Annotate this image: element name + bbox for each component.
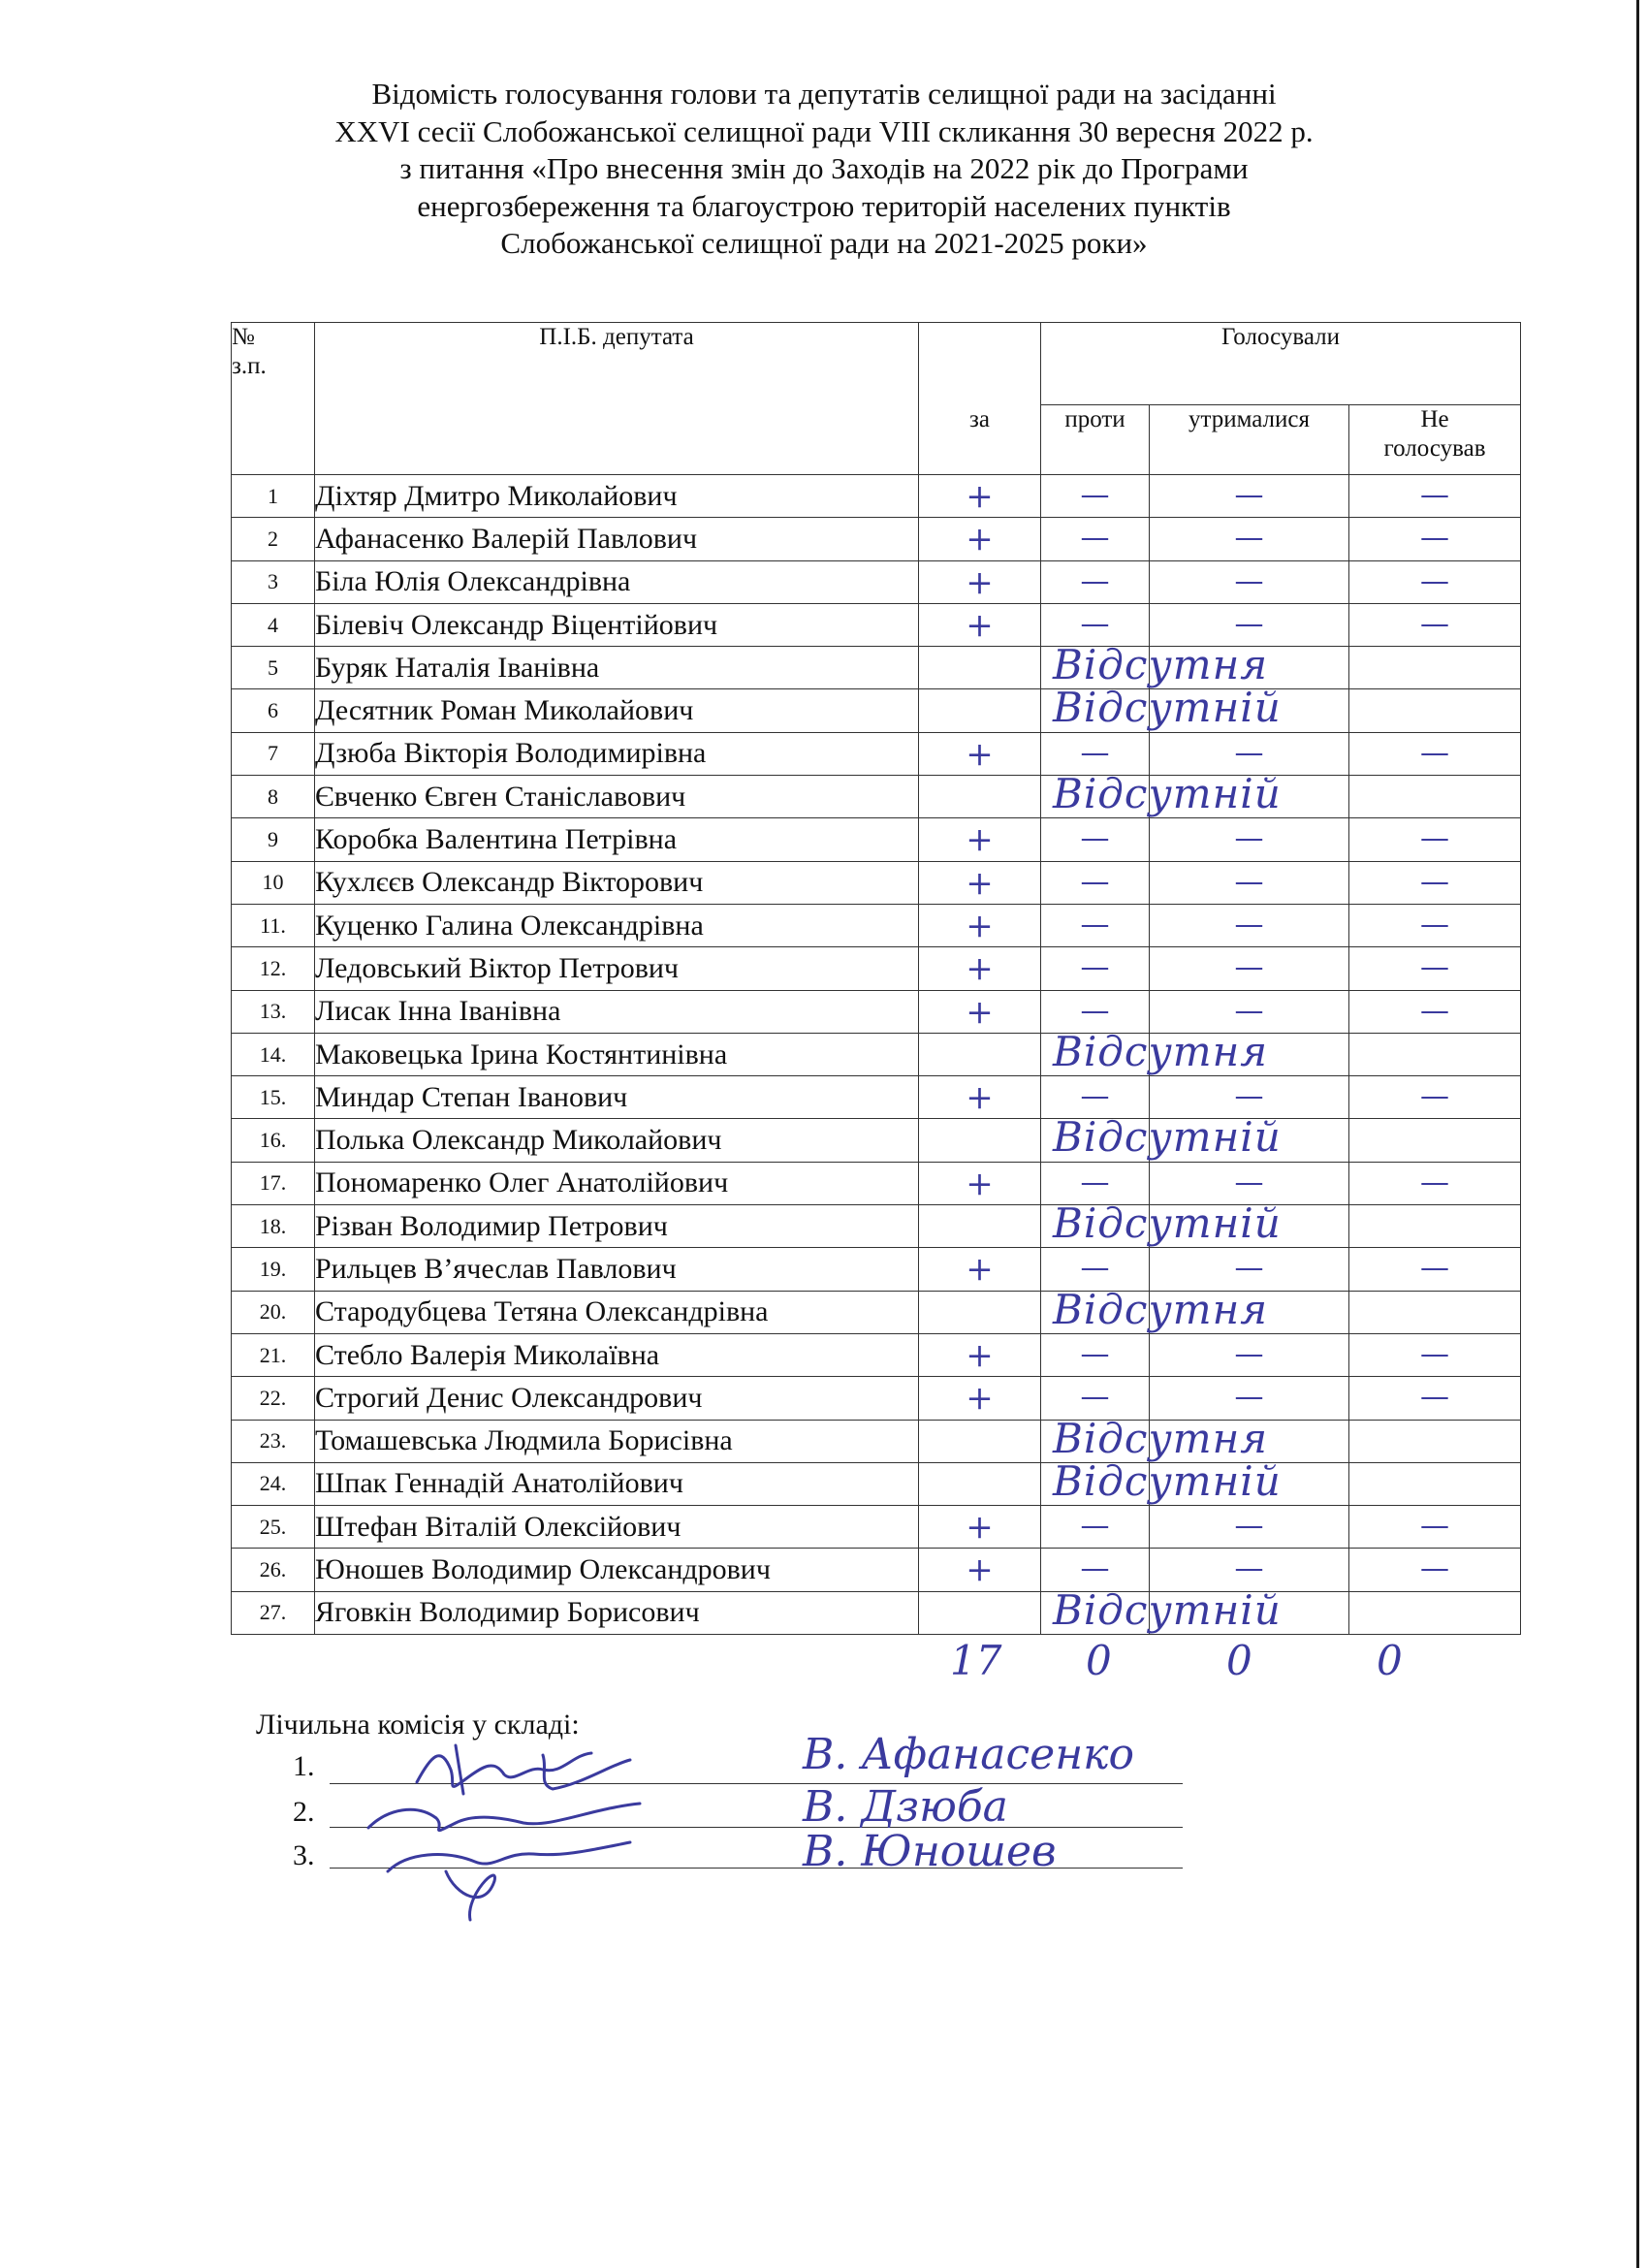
plus-mark: + bbox=[966, 605, 994, 645]
vote-za-cell bbox=[919, 776, 1041, 818]
deputy-name: Маковецька Ірина Костянтинівна bbox=[315, 1033, 919, 1075]
plus-mark: + bbox=[966, 820, 994, 860]
dash-mark: — bbox=[1420, 735, 1450, 770]
header-number-label: № bbox=[232, 324, 255, 350]
dash-mark: — bbox=[1234, 1551, 1264, 1586]
vote-za-cell bbox=[919, 861, 1041, 904]
table-row bbox=[232, 861, 1521, 904]
deputy-name: Рильцев В’ячеслав Павлович bbox=[315, 1248, 919, 1291]
plus-mark: + bbox=[966, 1379, 994, 1419]
vote-proty-cell bbox=[1041, 1377, 1150, 1420]
deputy-name: Буряк Наталія Іванівна bbox=[315, 647, 919, 689]
vote-proty-cell bbox=[1041, 641, 1269, 689]
dash-mark: — bbox=[1080, 606, 1110, 641]
header-blank bbox=[919, 323, 1041, 405]
absent-mark: Відсутній bbox=[1053, 1113, 1282, 1162]
commission-member-3-name: В. Юношев bbox=[803, 1827, 1057, 1876]
plus-mark: + bbox=[966, 1078, 994, 1118]
deputy-name: Лисак Інна Іванівна bbox=[315, 990, 919, 1033]
commission-member-3 bbox=[293, 1839, 315, 1872]
row-number: 13. bbox=[232, 990, 315, 1033]
commission-member-2 bbox=[293, 1796, 315, 1829]
table-row bbox=[232, 947, 1521, 990]
header-za: за bbox=[919, 405, 1041, 475]
vote-proty-cell bbox=[1041, 603, 1150, 646]
vote-utrymalysia-cell bbox=[1150, 603, 1349, 646]
vote-proty-cell bbox=[1041, 1199, 1282, 1248]
table-row bbox=[232, 560, 1521, 603]
table-row bbox=[232, 603, 1521, 646]
dash-mark: — bbox=[1420, 1336, 1450, 1371]
deputy-name: Миндар Степан Іванович bbox=[315, 1076, 919, 1119]
vote-proty-cell bbox=[1041, 947, 1150, 990]
vote-ne-cell bbox=[1349, 1549, 1521, 1591]
vote-ne-cell bbox=[1349, 1591, 1521, 1634]
vote-ne-cell bbox=[1349, 947, 1521, 990]
vote-proty-cell bbox=[1041, 1506, 1150, 1549]
vote-utrymalysia-cell bbox=[1150, 1506, 1349, 1549]
dash-mark: — bbox=[1234, 907, 1264, 942]
vote-proty-cell bbox=[1041, 560, 1150, 603]
signature-1-stroke bbox=[417, 1753, 591, 1786]
vote-za-cell bbox=[919, 904, 1041, 946]
dash-mark: — bbox=[1080, 1251, 1110, 1286]
vote-za-cell bbox=[919, 603, 1041, 646]
vote-proty-cell bbox=[1041, 818, 1150, 861]
deputy-name: Коробка Валентина Петрівна bbox=[315, 818, 919, 861]
table-row bbox=[232, 475, 1521, 518]
plus-mark: + bbox=[966, 1508, 994, 1548]
vote-za-cell bbox=[919, 1377, 1041, 1420]
title-line-1: Відомість голосування голови та депутатів селищної ради на засіданні bbox=[371, 77, 1277, 111]
table-row bbox=[232, 1420, 1521, 1462]
row-number: 10 bbox=[232, 861, 315, 904]
dash-mark: — bbox=[1080, 563, 1110, 598]
vote-proty-cell bbox=[1041, 1456, 1282, 1505]
vote-za-cell bbox=[919, 1162, 1041, 1204]
table-row bbox=[232, 990, 1521, 1033]
vote-utrymalysia-cell bbox=[1150, 1333, 1349, 1376]
dash-mark: — bbox=[1080, 478, 1110, 512]
row-number: 14. bbox=[232, 1033, 315, 1075]
vote-za-cell bbox=[919, 947, 1041, 990]
vote-za-cell bbox=[919, 560, 1041, 603]
header-ne-label-2: голосував bbox=[1383, 435, 1486, 462]
deputy-name: Пономаренко Олег Анатолійович bbox=[315, 1162, 919, 1204]
vote-proty-cell bbox=[1041, 1113, 1282, 1162]
dash-mark: — bbox=[1234, 821, 1264, 856]
dash-mark: — bbox=[1420, 993, 1450, 1028]
vote-ne-cell bbox=[1349, 1076, 1521, 1119]
vote-proty-cell bbox=[1041, 1076, 1150, 1119]
plus-mark: + bbox=[966, 1335, 994, 1375]
vote-ne-cell bbox=[1349, 1119, 1521, 1162]
table-row bbox=[232, 647, 1521, 689]
vote-utrymalysia-cell bbox=[1150, 732, 1349, 775]
vote-proty-cell bbox=[1041, 518, 1150, 560]
dash-mark: — bbox=[1420, 606, 1450, 641]
row-number: 26. bbox=[232, 1549, 315, 1591]
row-number: 19. bbox=[232, 1248, 315, 1291]
dash-mark: — bbox=[1080, 1551, 1110, 1586]
vote-proty-cell bbox=[1041, 1027, 1269, 1075]
vote-ne-cell bbox=[1349, 1162, 1521, 1204]
table-row bbox=[232, 1462, 1521, 1505]
row-number: 20. bbox=[232, 1291, 315, 1333]
dash-mark: — bbox=[1420, 864, 1450, 899]
row-number: 16. bbox=[232, 1119, 315, 1162]
member-number: 1. bbox=[293, 1750, 315, 1782]
deputy-name: Куценко Галина Олександрівна bbox=[315, 904, 919, 946]
title-line-4: енергозбереження та благоустрою територій населених пунктів bbox=[417, 188, 1231, 223]
dash-mark: — bbox=[1234, 735, 1264, 770]
votes-table bbox=[231, 322, 1521, 1635]
vote-ne-cell bbox=[1349, 1462, 1521, 1505]
table-row bbox=[232, 1291, 1521, 1333]
plus-mark: + bbox=[966, 863, 994, 903]
scan-edge bbox=[1636, 0, 1639, 2268]
deputy-name: Євченко Євген Станіславович bbox=[315, 776, 919, 818]
table-row bbox=[232, 1076, 1521, 1119]
table-row bbox=[232, 904, 1521, 946]
dash-mark: — bbox=[1234, 1079, 1264, 1114]
dash-mark: — bbox=[1080, 821, 1110, 856]
vote-za-cell bbox=[919, 1333, 1041, 1376]
vote-za-cell bbox=[919, 1506, 1041, 1549]
total-proty: 0 bbox=[1086, 1637, 1112, 1684]
vote-proty-cell bbox=[1041, 1414, 1269, 1462]
deputy-name: Яговкін Володимир Борисович bbox=[315, 1591, 919, 1634]
vote-za-cell bbox=[919, 475, 1041, 518]
dash-mark: — bbox=[1234, 1165, 1264, 1199]
vote-za-cell bbox=[919, 518, 1041, 560]
row-number: 24. bbox=[232, 1462, 315, 1505]
plus-mark: + bbox=[966, 1550, 994, 1590]
plus-mark: + bbox=[966, 562, 994, 602]
deputy-name: Дзюба Вікторія Володимирівна bbox=[315, 732, 919, 775]
deputy-name: Томашевська Людмила Борисівна bbox=[315, 1420, 919, 1462]
vote-za-cell bbox=[919, 647, 1041, 689]
row-number: 11. bbox=[232, 904, 315, 946]
header-ne-label: Не bbox=[1420, 406, 1449, 432]
table-row bbox=[232, 1377, 1521, 1420]
vote-ne-cell bbox=[1349, 1205, 1521, 1248]
dash-mark: — bbox=[1420, 1079, 1450, 1114]
dash-mark: — bbox=[1420, 563, 1450, 598]
row-number: 25. bbox=[232, 1506, 315, 1549]
dash-mark: — bbox=[1234, 478, 1264, 512]
row-number: 1 bbox=[232, 475, 315, 518]
table-row bbox=[232, 1333, 1521, 1376]
total-za: 17 bbox=[950, 1637, 1002, 1684]
vote-utrymalysia-cell bbox=[1150, 1377, 1349, 1420]
vote-utrymalysia-cell bbox=[1150, 990, 1349, 1033]
row-number: 2 bbox=[232, 518, 315, 560]
dash-mark: — bbox=[1420, 821, 1450, 856]
dash-mark: — bbox=[1080, 1509, 1110, 1544]
vote-proty-cell bbox=[1041, 1248, 1150, 1291]
row-number: 22. bbox=[232, 1377, 315, 1420]
total-ne: 0 bbox=[1377, 1637, 1403, 1684]
vote-ne-cell bbox=[1349, 904, 1521, 946]
row-number: 23. bbox=[232, 1420, 315, 1462]
plus-mark: + bbox=[966, 477, 994, 516]
absent-mark: Відсутній bbox=[1053, 770, 1282, 818]
vote-proty-cell bbox=[1041, 770, 1282, 818]
table-row bbox=[232, 1033, 1521, 1075]
header-name: П.І.Б. депутата bbox=[315, 323, 919, 475]
table-row bbox=[232, 689, 1521, 732]
vote-za-cell bbox=[919, 1205, 1041, 1248]
vote-ne-cell bbox=[1349, 1033, 1521, 1075]
row-number: 18. bbox=[232, 1205, 315, 1248]
row-number: 5 bbox=[232, 647, 315, 689]
row-number: 8 bbox=[232, 776, 315, 818]
absent-mark: Відсутній bbox=[1053, 1585, 1282, 1634]
vote-utrymalysia-cell bbox=[1150, 1076, 1349, 1119]
dash-mark: — bbox=[1080, 907, 1110, 942]
vote-za-cell bbox=[919, 990, 1041, 1033]
dash-mark: — bbox=[1080, 735, 1110, 770]
absent-mark: Відсутня bbox=[1053, 1414, 1269, 1462]
absent-mark: Відсутній bbox=[1053, 684, 1282, 732]
vote-ne-cell bbox=[1349, 861, 1521, 904]
vote-proty-cell bbox=[1041, 861, 1150, 904]
vote-proty-cell bbox=[1041, 1333, 1150, 1376]
dash-mark: — bbox=[1420, 1251, 1450, 1286]
table-row bbox=[232, 1119, 1521, 1162]
plus-mark: + bbox=[966, 1250, 994, 1290]
deputy-name: Штефан Віталій Олексійович bbox=[315, 1506, 919, 1549]
vote-za-cell bbox=[919, 732, 1041, 775]
dash-mark: — bbox=[1234, 950, 1264, 985]
vote-ne-cell bbox=[1349, 776, 1521, 818]
table-row bbox=[232, 1591, 1521, 1634]
row-number: 9 bbox=[232, 818, 315, 861]
dash-mark: — bbox=[1080, 864, 1110, 899]
plus-mark: + bbox=[966, 520, 994, 559]
dash-mark: — bbox=[1420, 950, 1450, 985]
dash-mark: — bbox=[1080, 1380, 1110, 1415]
dash-mark: — bbox=[1080, 950, 1110, 985]
vote-ne-cell bbox=[1349, 990, 1521, 1033]
dash-mark: — bbox=[1080, 1165, 1110, 1199]
row-number: 12. bbox=[232, 947, 315, 990]
vote-proty-cell bbox=[1041, 1549, 1150, 1591]
header-utrymalysia: утрималися bbox=[1150, 405, 1349, 475]
dash-mark: — bbox=[1080, 1079, 1110, 1114]
dash-mark: — bbox=[1080, 993, 1110, 1028]
table-row bbox=[232, 732, 1521, 775]
vote-proty-cell bbox=[1041, 1285, 1269, 1333]
vote-utrymalysia-cell bbox=[1150, 518, 1349, 560]
signature-3-stroke bbox=[388, 1842, 630, 1920]
plus-mark: + bbox=[966, 734, 994, 774]
plus-mark: + bbox=[966, 949, 994, 989]
vote-za-cell bbox=[919, 1076, 1041, 1119]
vote-utrymalysia-cell bbox=[1150, 475, 1349, 518]
header-voted: Голосували bbox=[1041, 323, 1521, 405]
table-row bbox=[232, 1549, 1521, 1591]
header-number-label-2: з.п. bbox=[232, 353, 267, 379]
plus-mark: + bbox=[966, 906, 994, 945]
total-utrymalysia: 0 bbox=[1226, 1637, 1252, 1684]
document-title bbox=[145, 76, 1503, 263]
commission-label: Лічильна комісія у складі: bbox=[256, 1709, 580, 1741]
table-row bbox=[232, 776, 1521, 818]
vote-utrymalysia-cell bbox=[1150, 1549, 1349, 1591]
row-number: 21. bbox=[232, 1333, 315, 1376]
votes-table-body bbox=[232, 475, 1521, 1635]
vote-za-cell bbox=[919, 1248, 1041, 1291]
plus-mark: + bbox=[966, 1164, 994, 1203]
vote-za-cell bbox=[919, 1591, 1041, 1634]
deputy-name: Біла Юлія Олександрівна bbox=[315, 560, 919, 603]
vote-utrymalysia-cell bbox=[1150, 904, 1349, 946]
dash-mark: — bbox=[1234, 1509, 1264, 1544]
table-row bbox=[232, 1162, 1521, 1204]
vote-za-cell bbox=[919, 1549, 1041, 1591]
vote-za-cell bbox=[919, 818, 1041, 861]
vote-utrymalysia-cell bbox=[1150, 560, 1349, 603]
table-row bbox=[232, 1248, 1521, 1291]
dash-mark: — bbox=[1420, 1509, 1450, 1544]
vote-proty-cell bbox=[1041, 732, 1150, 775]
header-number bbox=[232, 323, 315, 475]
vote-proty-cell bbox=[1041, 1585, 1282, 1634]
vote-ne-cell bbox=[1349, 818, 1521, 861]
dash-mark: — bbox=[1234, 993, 1264, 1028]
vote-proty-cell bbox=[1041, 684, 1282, 732]
deputy-name: Білевіч Олександр Віцентійович bbox=[315, 603, 919, 646]
row-number: 7 bbox=[232, 732, 315, 775]
dash-mark: — bbox=[1234, 1251, 1264, 1286]
vote-proty-cell bbox=[1041, 1162, 1150, 1204]
handwritten-signatures bbox=[349, 1726, 669, 1930]
deputy-name: Афанасенко Валерій Павлович bbox=[315, 518, 919, 560]
dash-mark: — bbox=[1080, 1336, 1110, 1371]
table-row bbox=[232, 1506, 1521, 1549]
vote-ne-cell bbox=[1349, 647, 1521, 689]
dash-mark: — bbox=[1420, 1165, 1450, 1199]
row-number: 6 bbox=[232, 689, 315, 732]
deputy-name: Шпак Геннадій Анатолійович bbox=[315, 1462, 919, 1505]
vote-ne-cell bbox=[1349, 1506, 1521, 1549]
vote-proty-cell bbox=[1041, 904, 1150, 946]
title-line-3: з питання «Про внесення змін до Заходів на 2022 рік до Програми bbox=[399, 151, 1249, 185]
member-number: 3. bbox=[293, 1839, 315, 1871]
dash-mark: — bbox=[1234, 521, 1264, 556]
table-row bbox=[232, 518, 1521, 560]
absent-mark: Відсутня bbox=[1053, 1027, 1269, 1075]
dash-mark: — bbox=[1234, 1336, 1264, 1371]
deputy-name: Стародубцева Тетяна Олександрівна bbox=[315, 1291, 919, 1333]
vote-ne-cell bbox=[1349, 1291, 1521, 1333]
deputy-name: Кухлєєв Олександр Вікторович bbox=[315, 861, 919, 904]
dash-mark: — bbox=[1234, 606, 1264, 641]
vote-ne-cell bbox=[1349, 1333, 1521, 1376]
dash-mark: — bbox=[1420, 521, 1450, 556]
deputy-name: Юношев Володимир Олександрович bbox=[315, 1549, 919, 1591]
commission-member-2-name: В. Дзюба bbox=[803, 1782, 1008, 1832]
dash-mark: — bbox=[1420, 1380, 1450, 1415]
dash-mark: — bbox=[1420, 1551, 1450, 1586]
row-number: 17. bbox=[232, 1162, 315, 1204]
dash-mark: — bbox=[1234, 864, 1264, 899]
vote-ne-cell bbox=[1349, 732, 1521, 775]
absent-mark: Відсутній bbox=[1053, 1199, 1282, 1248]
signature-2-stroke bbox=[368, 1804, 640, 1831]
dash-mark: — bbox=[1420, 478, 1450, 512]
vote-za-cell bbox=[919, 1420, 1041, 1462]
vote-ne-cell bbox=[1349, 689, 1521, 732]
plus-mark: + bbox=[966, 992, 994, 1032]
commission-member-1 bbox=[293, 1750, 315, 1783]
table-row bbox=[232, 1205, 1521, 1248]
vote-utrymalysia-cell bbox=[1150, 947, 1349, 990]
absent-mark: Відсутня bbox=[1053, 641, 1269, 689]
title-line-2: XXVI сесії Слобожанської селищної ради VIII скликання 30 вересня 2022 р. bbox=[334, 113, 1314, 148]
row-number: 4 bbox=[232, 603, 315, 646]
vote-utrymalysia-cell bbox=[1150, 1162, 1349, 1204]
deputy-name: Діхтяр Дмитро Миколайович bbox=[315, 475, 919, 518]
header-ne bbox=[1349, 405, 1521, 475]
vote-ne-cell bbox=[1349, 1377, 1521, 1420]
vote-za-cell bbox=[919, 1291, 1041, 1333]
vote-ne-cell bbox=[1349, 475, 1521, 518]
commission-member-1-name: В. Афанасенко bbox=[803, 1730, 1134, 1779]
vote-za-cell bbox=[919, 689, 1041, 732]
vote-proty-cell bbox=[1041, 990, 1150, 1033]
vote-utrymalysia-cell bbox=[1150, 861, 1349, 904]
row-number: 27. bbox=[232, 1591, 315, 1634]
vote-utrymalysia-cell bbox=[1150, 818, 1349, 861]
absent-mark: Відсутня bbox=[1053, 1285, 1269, 1333]
member-number: 2. bbox=[293, 1796, 315, 1828]
row-number: 3 bbox=[232, 560, 315, 603]
absent-mark: Відсутній bbox=[1053, 1456, 1282, 1505]
deputy-name: Ледовський Віктор Петрович bbox=[315, 947, 919, 990]
vote-ne-cell bbox=[1349, 603, 1521, 646]
dash-mark: — bbox=[1234, 1380, 1264, 1415]
dash-mark: — bbox=[1080, 521, 1110, 556]
dash-mark: — bbox=[1234, 563, 1264, 598]
deputy-name: Десятник Роман Миколайович bbox=[315, 689, 919, 732]
deputy-name: Різван Володимир Петрович bbox=[315, 1205, 919, 1248]
vote-za-cell bbox=[919, 1462, 1041, 1505]
vote-utrymalysia-cell bbox=[1150, 1248, 1349, 1291]
vote-za-cell bbox=[919, 1033, 1041, 1075]
row-number: 15. bbox=[232, 1076, 315, 1119]
vote-ne-cell bbox=[1349, 1248, 1521, 1291]
table-row bbox=[232, 818, 1521, 861]
deputy-name: Стебло Валерія Миколаївна bbox=[315, 1333, 919, 1376]
vote-ne-cell bbox=[1349, 1420, 1521, 1462]
dash-mark: — bbox=[1420, 907, 1450, 942]
vote-proty-cell bbox=[1041, 475, 1150, 518]
deputy-name: Строгий Денис Олександрович bbox=[315, 1377, 919, 1420]
deputy-name: Полька Олександр Миколайович bbox=[315, 1119, 919, 1162]
vote-ne-cell bbox=[1349, 560, 1521, 603]
header-proty: проти bbox=[1041, 405, 1150, 475]
vote-ne-cell bbox=[1349, 518, 1521, 560]
vote-za-cell bbox=[919, 1119, 1041, 1162]
title-line-5: Слобожанської селищної ради на 2021-2025 роки» bbox=[500, 226, 1148, 260]
